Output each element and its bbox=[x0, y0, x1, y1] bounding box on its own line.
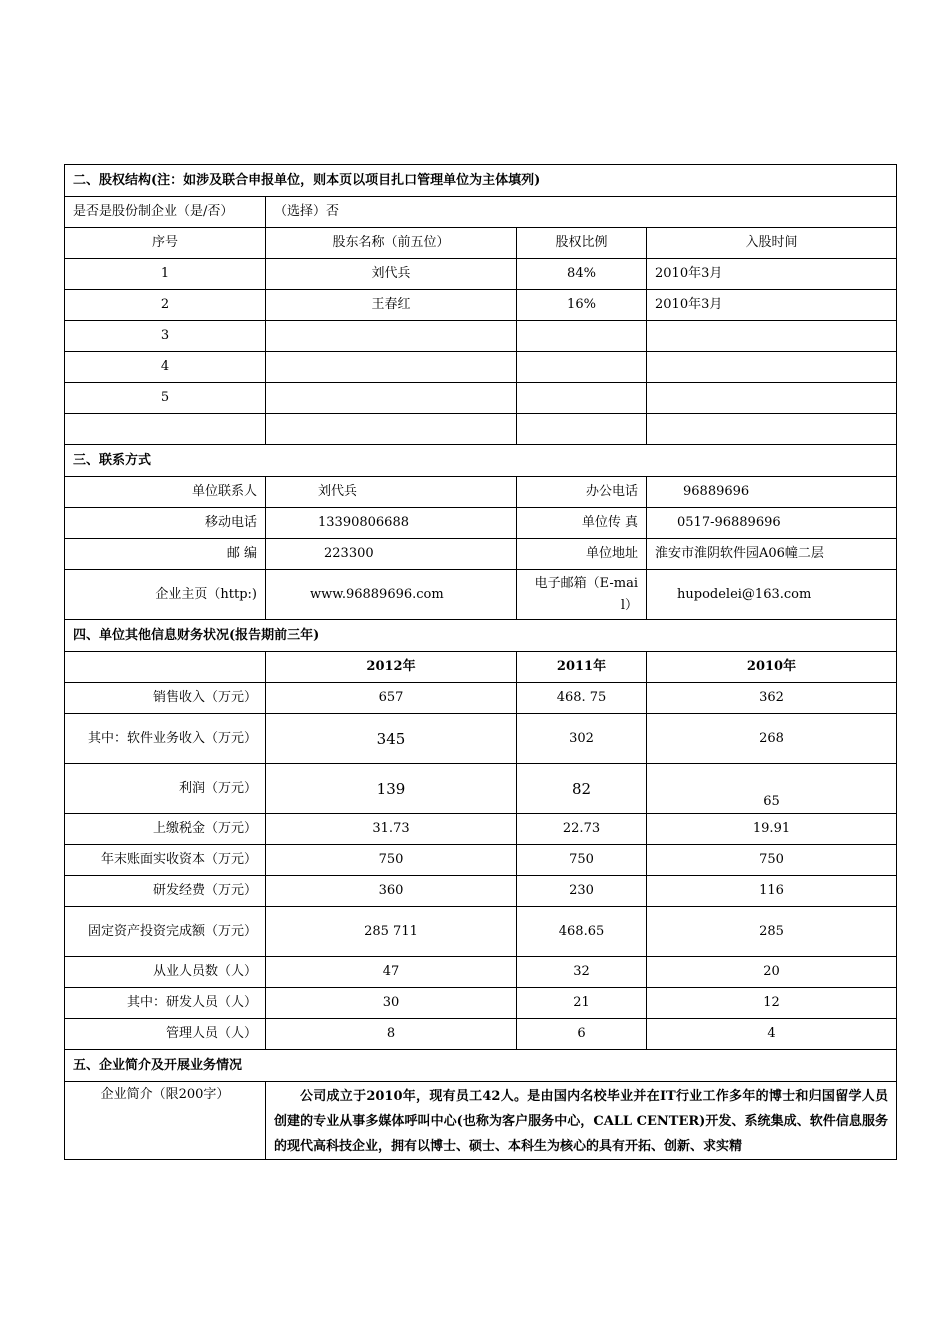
year-header: 2011年 bbox=[517, 652, 647, 683]
shareholder-ratio[interactable] bbox=[517, 321, 647, 352]
shareholder-no: 5 bbox=[65, 383, 266, 414]
finance-label: 研发经费（万元） bbox=[65, 876, 266, 907]
value-2012[interactable]: 139 bbox=[266, 764, 517, 814]
contact-row bbox=[65, 508, 897, 539]
shareholder-row bbox=[65, 321, 897, 352]
section-contact-header bbox=[65, 445, 897, 477]
shareholder-date[interactable] bbox=[647, 352, 897, 383]
shareholder-name[interactable] bbox=[266, 321, 517, 352]
contact-row bbox=[65, 570, 897, 620]
finance-row bbox=[65, 845, 897, 876]
contact-row bbox=[65, 539, 897, 570]
value-2011[interactable]: 82 bbox=[517, 764, 647, 814]
value-2012[interactable]: 31.73 bbox=[266, 814, 517, 845]
section-intro-title: 五、企业简介及开展业务情况 bbox=[65, 1050, 897, 1082]
year-header: 2012年 bbox=[266, 652, 517, 683]
shareholder-name[interactable] bbox=[266, 383, 517, 414]
email-label: 电子邮箱（E-mail） bbox=[517, 570, 647, 620]
value-2011[interactable]: 302 bbox=[517, 714, 647, 764]
column-header: 入股时间 bbox=[647, 228, 897, 259]
empty-cell bbox=[65, 652, 266, 683]
shareholder-no: 3 bbox=[65, 321, 266, 352]
empty-cell bbox=[65, 414, 266, 445]
value-2010[interactable]: 4 bbox=[647, 1019, 897, 1050]
value-2012[interactable]: 30 bbox=[266, 988, 517, 1019]
value-2010[interactable]: 116 bbox=[647, 876, 897, 907]
address-value[interactable]: 淮安市淮阴软件园A06幢二层 bbox=[647, 539, 897, 570]
value-2010[interactable]: 268 bbox=[647, 714, 897, 764]
value-2011[interactable]: 22.73 bbox=[517, 814, 647, 845]
email-value[interactable]: hupodelei@163.com bbox=[647, 570, 897, 620]
shareholder-row bbox=[65, 352, 897, 383]
finance-label: 其中：研发人员（人） bbox=[65, 988, 266, 1019]
shareholder-date[interactable]: 2010年3月 bbox=[647, 290, 897, 321]
shareholder-no: 2 bbox=[65, 290, 266, 321]
fax-value[interactable]: 0517-96889696 bbox=[647, 508, 897, 539]
shareholder-name[interactable]: 王春红 bbox=[266, 290, 517, 321]
value-2010[interactable]: 65 bbox=[647, 764, 897, 814]
intro-text-cell[interactable] bbox=[266, 1082, 897, 1160]
value-2012[interactable]: 750 bbox=[266, 845, 517, 876]
shareholder-no: 1 bbox=[65, 259, 266, 290]
application-form-table bbox=[64, 164, 897, 1160]
joint-stock-row bbox=[65, 197, 897, 228]
shareholder-empty-row bbox=[65, 414, 897, 445]
finance-row bbox=[65, 907, 897, 957]
office-phone-value[interactable]: 96889696 bbox=[647, 477, 897, 508]
section-equity-title: 二、股权结构(注：如涉及联合申报单位，则本页以项目扎口管理单位为主体填列) bbox=[65, 165, 897, 197]
finance-label: 年末账面实收资本（万元） bbox=[65, 845, 266, 876]
value-2010[interactable]: 20 bbox=[647, 957, 897, 988]
value-2010[interactable]: 12 bbox=[647, 988, 897, 1019]
value-2012[interactable]: 47 bbox=[266, 957, 517, 988]
finance-label: 其中：软件业务收入（万元） bbox=[65, 714, 266, 764]
homepage-value[interactable]: www.96889696.com bbox=[266, 570, 517, 620]
finance-row bbox=[65, 714, 897, 764]
shareholder-header-row bbox=[65, 228, 897, 259]
zip-value[interactable]: 223300 bbox=[266, 539, 517, 570]
address-label: 单位地址 bbox=[517, 539, 647, 570]
value-2011[interactable]: 32 bbox=[517, 957, 647, 988]
value-2011[interactable]: 21 bbox=[517, 988, 647, 1019]
value-2011[interactable]: 468. 75 bbox=[517, 683, 647, 714]
value-2010[interactable]: 285 bbox=[647, 907, 897, 957]
value-2010[interactable]: 19.91 bbox=[647, 814, 897, 845]
finance-label: 固定资产投资完成额（万元） bbox=[65, 907, 266, 957]
value-2011[interactable]: 468.65 bbox=[517, 907, 647, 957]
joint-stock-label: 是否是股份制企业（是/否） bbox=[65, 197, 266, 228]
value-2011[interactable]: 230 bbox=[517, 876, 647, 907]
shareholder-ratio[interactable]: 84% bbox=[517, 259, 647, 290]
section-contact-title: 三、联系方式 bbox=[65, 445, 897, 477]
section-equity-header bbox=[65, 165, 897, 197]
value-2011[interactable]: 6 bbox=[517, 1019, 647, 1050]
mobile-value[interactable]: 13390806688 bbox=[266, 508, 517, 539]
shareholder-row bbox=[65, 383, 897, 414]
shareholder-ratio[interactable] bbox=[517, 383, 647, 414]
fax-label: 单位传 真 bbox=[517, 508, 647, 539]
finance-year-row bbox=[65, 652, 897, 683]
shareholder-name[interactable] bbox=[266, 352, 517, 383]
finance-label: 从业人员数（人） bbox=[65, 957, 266, 988]
column-header: 股权比例 bbox=[517, 228, 647, 259]
section-finance-title: 四、单位其他信息财务状况(报告期前三年) bbox=[65, 620, 897, 652]
shareholder-name[interactable]: 刘代兵 bbox=[266, 259, 517, 290]
shareholder-ratio[interactable]: 16% bbox=[517, 290, 647, 321]
finance-row bbox=[65, 683, 897, 714]
finance-row bbox=[65, 764, 897, 814]
value-2012[interactable]: 360 bbox=[266, 876, 517, 907]
value-2010[interactable]: 362 bbox=[647, 683, 897, 714]
column-header: 序号 bbox=[65, 228, 266, 259]
shareholder-row bbox=[65, 290, 897, 321]
finance-row bbox=[65, 1019, 897, 1050]
contact-row bbox=[65, 477, 897, 508]
office-phone-label: 办公电话 bbox=[517, 477, 647, 508]
finance-label: 管理人员（人） bbox=[65, 1019, 266, 1050]
homepage-label: 企业主页（http:) bbox=[65, 570, 266, 620]
shareholder-ratio[interactable] bbox=[517, 352, 647, 383]
finance-label: 利润（万元） bbox=[65, 764, 266, 814]
finance-row bbox=[65, 957, 897, 988]
shareholder-date[interactable] bbox=[647, 321, 897, 352]
empty-cell[interactable] bbox=[647, 414, 897, 445]
contact-person-label: 单位联系人 bbox=[65, 477, 266, 508]
value-2012[interactable]: 8 bbox=[266, 1019, 517, 1050]
finance-row bbox=[65, 814, 897, 845]
contact-person-value[interactable]: 刘代兵 bbox=[266, 477, 517, 508]
intro-row bbox=[65, 1082, 897, 1160]
finance-row bbox=[65, 988, 897, 1019]
shareholder-row bbox=[65, 259, 897, 290]
value-2012[interactable]: 285 711 bbox=[266, 907, 517, 957]
section-finance-header bbox=[65, 620, 897, 652]
intro-text: 公司成立于2010年，现有员工42人。是由国内名校毕业并在IT行业工作多年的博士和归国留学人员创建的专业从事多媒体呼叫中心(也称为客户服务中心，CALL CENTER)开发、系统集成、软件信息服务的现代高科技企业，拥有以博士、硕士、本科生为核心的具有开拓、创新、求实精 bbox=[274, 1089, 888, 1154]
joint-stock-value[interactable]: （选择）否 bbox=[266, 197, 897, 228]
mobile-label: 移动电话 bbox=[65, 508, 266, 539]
value-2012[interactable]: 345 bbox=[266, 714, 517, 764]
empty-cell[interactable] bbox=[517, 414, 647, 445]
empty-cell[interactable] bbox=[266, 414, 517, 445]
shareholder-date[interactable] bbox=[647, 383, 897, 414]
column-header: 股东名称（前五位） bbox=[266, 228, 517, 259]
section-intro-header bbox=[65, 1050, 897, 1082]
intro-label: 企业简介（限200字） bbox=[65, 1082, 266, 1160]
value-2010[interactable]: 750 bbox=[647, 845, 897, 876]
value-2012[interactable]: 657 bbox=[266, 683, 517, 714]
finance-row bbox=[65, 876, 897, 907]
year-header: 2010年 bbox=[647, 652, 897, 683]
value-2011[interactable]: 750 bbox=[517, 845, 647, 876]
shareholder-no: 4 bbox=[65, 352, 266, 383]
finance-label: 上缴税金（万元） bbox=[65, 814, 266, 845]
zip-label: 邮 编 bbox=[65, 539, 266, 570]
shareholder-date[interactable]: 2010年3月 bbox=[647, 259, 897, 290]
finance-label: 销售收入（万元） bbox=[65, 683, 266, 714]
